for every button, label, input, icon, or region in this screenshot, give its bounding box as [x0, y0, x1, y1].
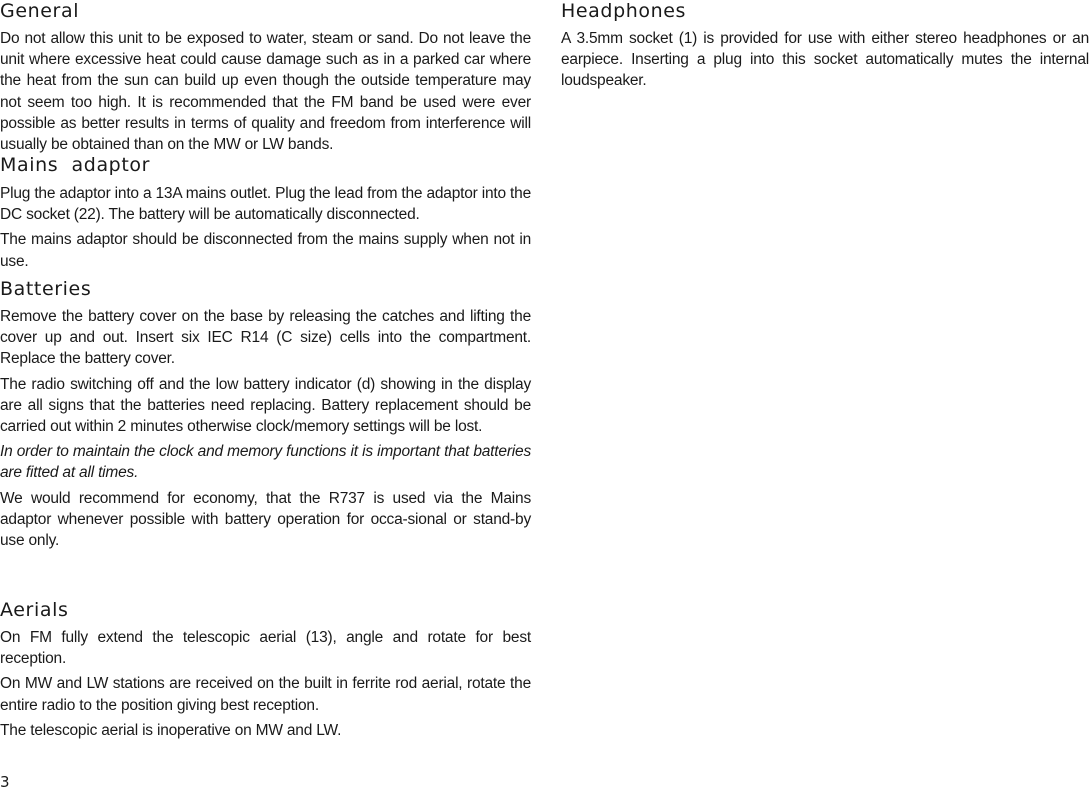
mains-adaptor-paragraph-2: The mains adaptor should be disconnected from the mains supply when not in use. [0, 231, 531, 270]
batteries-paragraph-2: The radio switching off and the low battery indicator (d) showing in the display are all signs that the batteries need replacing. Battery replacement should be carried out within 2 minutes otherwise clock/memory settings will be lost. [0, 375, 531, 436]
section-aerials [0, 599, 531, 741]
aerials-paragraph-1: On FM fully extend the telescopic aerial (13), angle and rotate for best reception. [0, 629, 531, 668]
batteries-paragraph-1: Remove the battery cover on the base by releasing the catches and lifting the cover up and out. Insert six IEC R14 (C size) cells into the compartment. Replace the battery cover. [0, 308, 531, 368]
headphones-paragraph-1: A 3.5mm socket (1) is provided for use with either stereo headphones or an earpiece. Inserting a plug into this socket automatically mutes the internal loudspeaker. [561, 30, 1089, 90]
section-heading-mains-adaptor: Mains adaptor [0, 154, 151, 176]
mains-adaptor-paragraph-1: Plug the adaptor into a 13A mains outlet. Plug the lead from the adaptor into the DC socket (22). The battery will be automatically disconnected. [0, 185, 531, 224]
section-mains-adaptor [0, 154, 531, 272]
section-batteries [0, 278, 531, 551]
section-heading-general: General [0, 0, 80, 22]
aerials-paragraph-3: The telescopic aerial is inoperative on MW and LW. [0, 721, 342, 739]
aerials-paragraph-2: On MW and LW stations are received on the built in ferrite rod aerial, rotate the entire radio to the position giving best reception. [0, 675, 531, 714]
general-paragraph-1: Do not allow this unit to be exposed to water, steam or sand. Do not leave the unit where excessive heat could cause damage such as in a parked car where the heat from the sun can build up even though the outside temperature may not seem too high. It is recommended that the FM band be used were ever possible as better results in terms of quality and freedom from interference will usually be obtained than on the MW or LW bands. [0, 30, 531, 154]
section-general [0, 0, 531, 155]
section-heading-batteries: Batteries [0, 278, 92, 300]
section-heading-headphones: Headphones [561, 0, 687, 22]
section-heading-aerials: Aerials [0, 599, 69, 621]
batteries-paragraph-3: In order to maintain the clock and memory functions it is important that batteries are fitted at all times. [0, 443, 531, 482]
page-number: 3 [0, 773, 10, 791]
section-headphones [561, 0, 1089, 92]
batteries-paragraph-4: We would recommend for economy, that the R737 is used via the Mains adaptor whenever possible with battery operation for occa-sional or stand-by use only. [0, 489, 531, 550]
